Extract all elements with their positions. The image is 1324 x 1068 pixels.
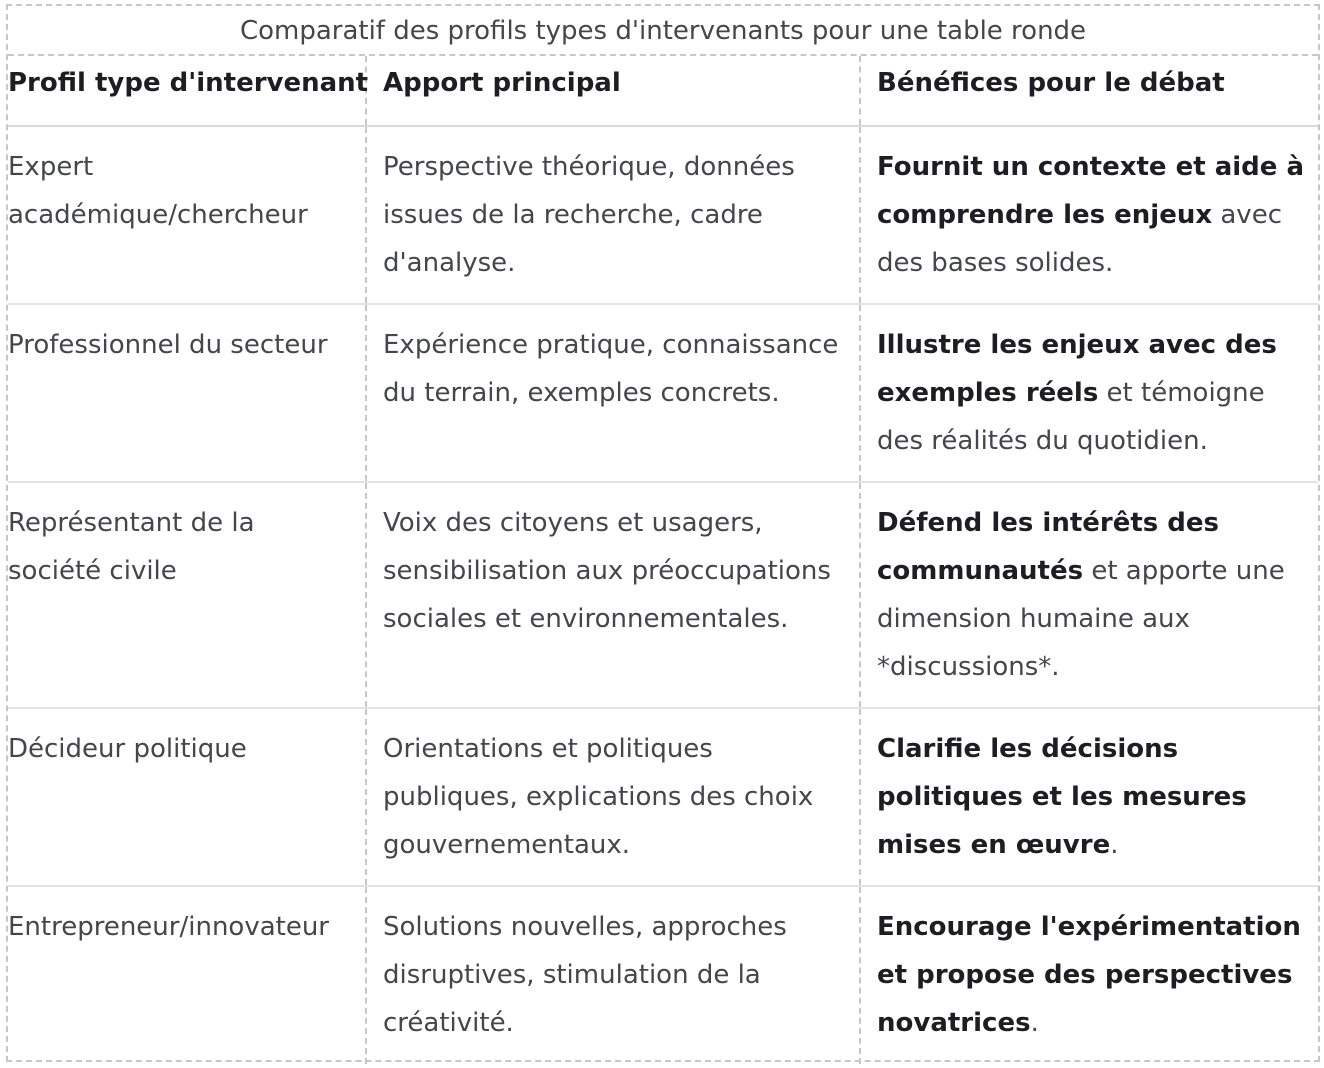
comparison-table-container xyxy=(6,4,1320,1062)
cell-profil: Entrepreneur/innovateur xyxy=(8,912,330,942)
benefices-emphasis: Clarifie les décisions politiques et les mesures mises en œuvre xyxy=(877,734,1247,860)
cell-profil: Décideur politique xyxy=(8,708,366,886)
benefices-emphasis: Illustre les enjeux avec des exemples réels xyxy=(877,330,1277,408)
benefices-text: . xyxy=(1110,830,1119,860)
cell-profil: Représentant de la société civile xyxy=(8,482,366,708)
cell-benefices xyxy=(860,708,1318,886)
table-row xyxy=(8,886,1318,1064)
cell-apport: Perspective théorique, données issues de la recherche, cadre d'analyse. xyxy=(366,126,860,304)
benefices-emphasis: Encourage l'expérimentation et propose des perspectives novatrices xyxy=(877,912,1301,1038)
table-header-row xyxy=(8,56,1318,126)
benefices-text: avec des bases solides. xyxy=(877,200,1282,278)
table-row xyxy=(8,708,1318,886)
cell-apport: Solutions nouvelles, approches disruptives, stimulation de la créativité. xyxy=(366,886,860,1064)
table-row xyxy=(8,126,1318,304)
benefices-text: et apporte une dimension humaine aux *discussions*. xyxy=(877,556,1285,682)
cell-apport: Orientations et politiques publiques, explications des choix gouvernementaux. xyxy=(366,708,860,886)
header-apport: Apport principal xyxy=(366,56,860,126)
table-caption: Comparatif des profils types d'intervenants pour une table ronde xyxy=(8,6,1318,56)
comparison-table xyxy=(8,56,1318,1064)
header-profil: Profil type d'intervenant xyxy=(8,56,366,126)
cell-benefices xyxy=(860,482,1318,708)
benefices-emphasis: Défend les intérêts des communautés xyxy=(877,508,1220,586)
table-row xyxy=(8,304,1318,482)
benefices-emphasis: Fournit un contexte et aide à comprendre les enjeux xyxy=(877,152,1305,230)
table-row xyxy=(8,482,1318,708)
cell-profil: Professionnel du secteur xyxy=(8,304,366,482)
benefices-text: et témoigne des réalités du quotidien. xyxy=(877,378,1265,456)
benefices-text: . xyxy=(1030,1008,1039,1038)
cell-benefices xyxy=(860,304,1318,482)
cell-benefices xyxy=(860,886,1318,1064)
cell-benefices xyxy=(860,126,1318,304)
header-benefices: Bénéfices pour le débat xyxy=(860,56,1318,126)
cell-apport: Voix des citoyens et usagers, sensibilisation aux préoccupations sociales et environnementales. xyxy=(366,482,860,708)
cell-profil: Expert académique/chercheur xyxy=(8,126,366,304)
cell-apport: Expérience pratique, connaissance du terrain, exemples concrets. xyxy=(366,304,860,482)
